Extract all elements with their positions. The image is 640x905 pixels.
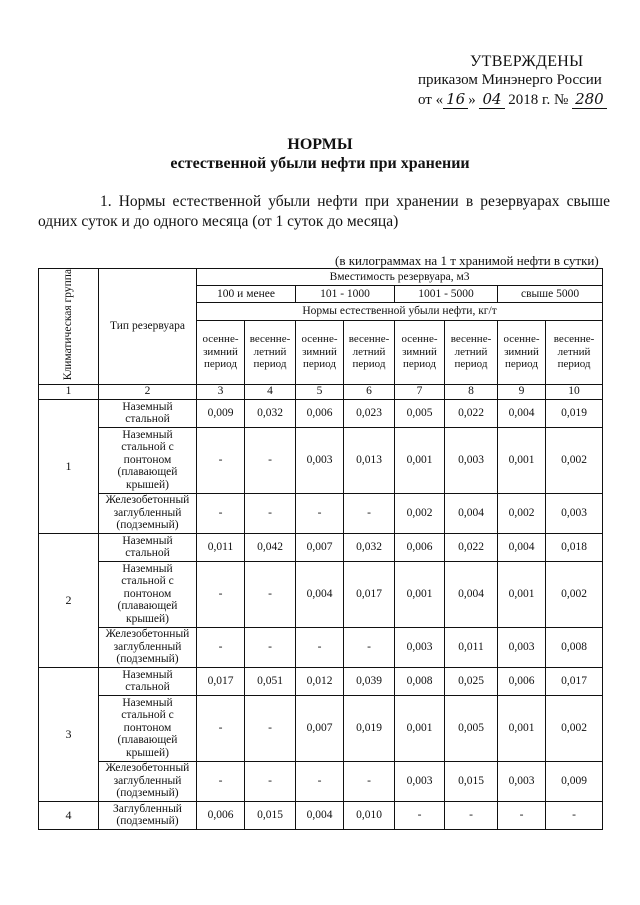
norm-value-cell: 0,022 [445,399,498,427]
norm-value-cell: 0,012 [296,667,344,695]
header-period-autumn: осенне-зимний период [197,320,245,384]
header-norms: Нормы естественной убыли нефти, кг/т [197,303,603,320]
norm-value-cell: 0,006 [498,667,546,695]
norm-value-cell: 0,006 [395,533,445,561]
approval-date-line [418,90,628,110]
norm-value-cell: - [245,695,296,761]
table-row [39,427,603,493]
climatic-group-cell: 3 [39,667,99,801]
norm-value-cell: 0,003 [395,761,445,801]
norm-value-cell: 0,009 [546,761,603,801]
climatic-group-cell: 2 [39,533,99,667]
header-climatic-group: Климатическая группа [39,269,99,385]
header-period-autumn: осенне-зимний период [296,320,344,384]
norm-value-cell: 0,003 [395,627,445,667]
norm-value-cell: - [197,427,245,493]
norm-value-cell: 0,008 [395,667,445,695]
norm-value-cell: 0,001 [395,561,445,627]
norm-value-cell: - [197,561,245,627]
norm-value-cell: - [296,627,344,667]
norm-value-cell: - [245,493,296,533]
norm-value-cell: - [197,761,245,801]
norm-value-cell: - [395,801,445,829]
norm-value-cell: - [245,627,296,667]
norms-table [38,268,603,830]
norm-value-cell: - [245,761,296,801]
norm-value-cell: 0,032 [245,399,296,427]
tank-type-cell: Наземный стальной [99,533,197,561]
norm-value-cell: - [344,493,395,533]
norm-value-cell: 0,002 [546,561,603,627]
tank-type-cell: Железобетонный заглубленный (подземный) [99,493,197,533]
approval-block [418,52,628,110]
norm-value-cell: 0,004 [498,399,546,427]
table-row [39,695,603,761]
table-row [39,667,603,695]
norm-value-cell: - [546,801,603,829]
table-row [39,399,603,427]
norm-value-cell: 0,006 [296,399,344,427]
norm-value-cell: 0,002 [546,427,603,493]
column-number: 5 [296,384,344,399]
norm-value-cell: - [344,627,395,667]
tank-type-cell: Наземный стальной с понтоном (плавающей крышей) [99,427,197,493]
norm-value-cell: 0,005 [445,695,498,761]
heading-line2: естественной убыли нефти при хранении [170,155,470,172]
tank-type-cell: Железобетонный заглубленный (подземный) [99,627,197,667]
norm-value-cell: 0,017 [546,667,603,695]
column-number: 4 [245,384,296,399]
approval-year: 2018 г. № [508,92,569,108]
column-number: 1 [39,384,99,399]
approval-month: 04 [479,90,504,109]
norm-value-cell: 0,002 [546,695,603,761]
norm-value-cell: 0,003 [498,627,546,667]
table-row [39,561,603,627]
norm-value-cell: - [245,427,296,493]
norm-value-cell: 0,004 [445,493,498,533]
norm-value-cell: 0,002 [395,493,445,533]
norm-value-cell: - [197,493,245,533]
header-period-spring: весенне-летний период [546,320,603,384]
norm-value-cell: 0,022 [445,533,498,561]
tank-type-cell: Наземный стальной с понтоном (плавающей крышей) [99,561,197,627]
norm-value-cell: - [197,627,245,667]
header-period-autumn: осенне-зимний период [498,320,546,384]
norm-value-cell: 0,009 [197,399,245,427]
header-period-spring: весенне-летний период [245,320,296,384]
norm-value-cell: 0,039 [344,667,395,695]
norm-value-cell: 0,001 [498,561,546,627]
norm-value-cell: 0,015 [245,801,296,829]
norm-value-cell: 0,018 [546,533,603,561]
norm-value-cell: 0,004 [296,801,344,829]
tank-type-cell: Наземный стальной [99,399,197,427]
approval-title: УТВЕРЖДЕНЫ [470,53,584,70]
header-tank-type: Тип резервуара [99,269,197,385]
norm-value-cell: 0,001 [498,427,546,493]
header-range-1: 100 и менее [197,286,296,303]
norm-value-cell: 0,015 [445,761,498,801]
approval-order: приказом Минэнерго России [418,72,602,88]
norm-value-cell: 0,003 [445,427,498,493]
header-range-3: 1001 - 5000 [395,286,498,303]
norm-value-cell: 0,007 [296,533,344,561]
table-row [39,493,603,533]
norm-value-cell: 0,010 [344,801,395,829]
column-number: 2 [99,384,197,399]
norm-value-cell: - [296,761,344,801]
tank-type-cell: Наземный стальной [99,667,197,695]
climatic-group-cell: 4 [39,801,99,829]
table-row [39,801,603,829]
table-row [39,533,603,561]
norm-value-cell: 0,004 [445,561,498,627]
norm-value-cell: 0,011 [197,533,245,561]
document-heading [0,135,640,173]
tank-type-cell: Железобетонный заглубленный (подземный) [99,761,197,801]
norm-value-cell: 0,008 [546,627,603,667]
climatic-group-cell: 1 [39,399,99,533]
header-period-spring: весенне-летний период [445,320,498,384]
approval-mid: » [468,92,476,108]
norm-value-cell: 0,019 [546,399,603,427]
norm-value-cell: 0,025 [445,667,498,695]
norm-value-cell: 0,002 [498,493,546,533]
norm-value-cell: - [445,801,498,829]
norm-value-cell: 0,004 [296,561,344,627]
norm-value-cell: 0,001 [498,695,546,761]
column-number: 10 [546,384,603,399]
column-number: 7 [395,384,445,399]
norm-value-cell: 0,017 [344,561,395,627]
approval-day: 16 [443,90,468,109]
header-range-4: свыше 5000 [498,286,603,303]
column-number: 8 [445,384,498,399]
norm-value-cell: 0,005 [395,399,445,427]
norm-value-cell: 0,011 [445,627,498,667]
norm-value-cell: 0,017 [197,667,245,695]
header-period-spring: весенне-летний период [344,320,395,384]
norm-value-cell: 0,003 [498,761,546,801]
intro-paragraph: 1. Нормы естественной убыли нефти при хранении в резервуарах свыше одних суток и до одного месяца (от 1 суток до месяца) [38,193,610,230]
header-period-autumn: осенне-зимний период [395,320,445,384]
norm-value-cell: - [245,561,296,627]
norm-value-cell: 0,051 [245,667,296,695]
norm-value-cell: - [344,761,395,801]
column-number: 3 [197,384,245,399]
norm-value-cell: 0,042 [245,533,296,561]
norm-value-cell: 0,006 [197,801,245,829]
column-number: 6 [344,384,395,399]
norm-value-cell: 0,023 [344,399,395,427]
norm-value-cell: 0,007 [296,695,344,761]
norm-value-cell: 0,003 [296,427,344,493]
norm-value-cell: 0,001 [395,427,445,493]
units-note: (в килограммах на 1 т хранимой нефти в сутки) [335,253,599,268]
norm-value-cell: - [197,695,245,761]
header-capacity: Вместимость резервуара, м3 [197,269,603,286]
approval-number: 280 [572,90,607,109]
norm-value-cell: 0,013 [344,427,395,493]
norm-value-cell: 0,003 [546,493,603,533]
header-range-2: 101 - 1000 [296,286,395,303]
approval-from: от « [418,92,444,108]
heading-line1: НОРМЫ [287,136,353,153]
norm-value-cell: 0,032 [344,533,395,561]
norm-value-cell: 0,019 [344,695,395,761]
norm-value-cell: 0,001 [395,695,445,761]
table-row [39,627,603,667]
table-row [39,761,603,801]
norm-value-cell: 0,004 [498,533,546,561]
tank-type-cell: Наземный стальной с понтоном (плавающей крышей) [99,695,197,761]
norm-value-cell: - [296,493,344,533]
column-number: 9 [498,384,546,399]
norm-value-cell: - [498,801,546,829]
tank-type-cell: Заглубленный (подземный) [99,801,197,829]
